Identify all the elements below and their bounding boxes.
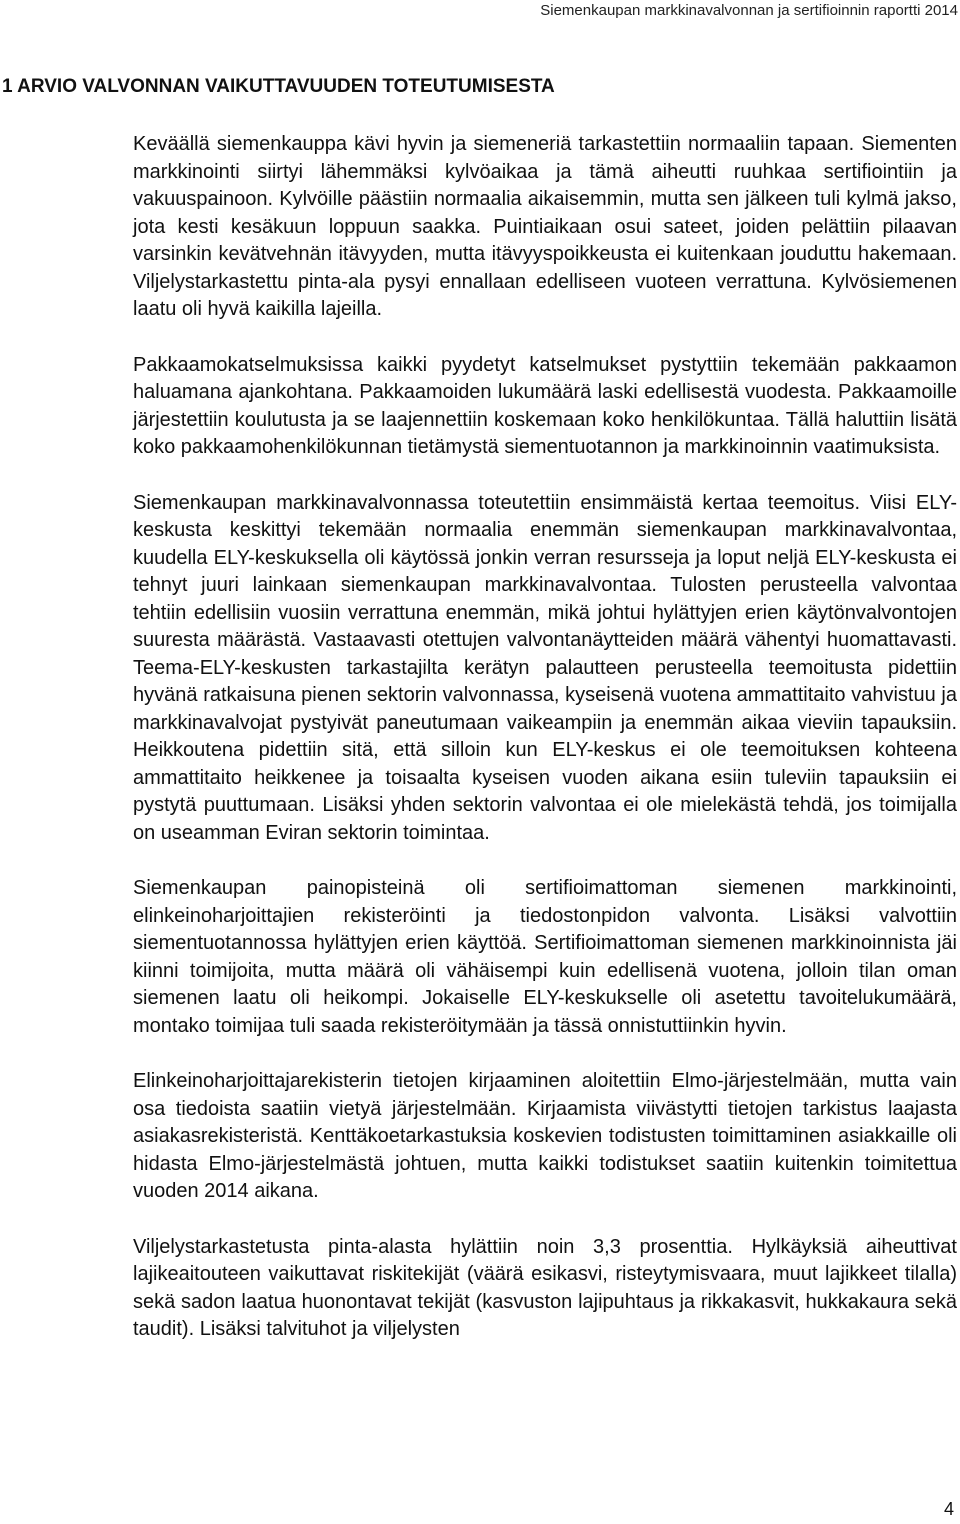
paragraph-spring-season: Keväällä siemenkauppa kävi hyvin ja siemeneriä tarkastettiin normaaliin tapaan. Siementen markkinointi siirtyi lähemmäksi kylvöaikaa ja tämä aiheutti ruuhkaa sertifiointiin ja vakuuspainoon. Kylvöille päästiin normaalia aikaisemmin, mutta sen jälkeen tuli kylmä jakso, jota kesti kesäkuun loppuun saakka. Puintiaikaan osui sateet, joiden pelättiin pilaavan varsinkin kevätvehnän itävyyden, mutta itävyyspoikkeusta ei kuitenkaan jouduttu hakemaan. Viljelystarkastettu pinta-ala pysyi ennallaan edelliseen vuoteen verrattuna. Kylvösiemenen laatu oli hyvä kaikilla lajeilla.	[133, 133, 957, 320]
body-text	[133, 131, 957, 1372]
paragraph-focus-areas: Siemenkaupan painopisteinä oli sertifioimattoman siemenen markkinointi, elinkeinoharjoittajien rekisteröinti ja tiedostonpidon valvonta. Lisäksi valvottiin siementuotannossa hylättyjen erien käyttöä. Sertifioimattoman siemenen markkinoinnista jäi kiinni toimijoita, mutta määrä oli vähäisempi kuin edellisenä vuotena, jolloin tilan oman siemenen laatu oli heikompi. Jokaiselle ELY-keskukselle oli asetettu tavoitelukumäärä, montako toimijaa tuli saada rekisteröitymään ja tässä onnistuttiinkin hyvin.	[133, 877, 957, 1037]
running-header: Siemenkaupan markkinavalvonnan ja sertifioinnin raportti 2014	[540, 2, 958, 19]
section-heading: 1 ARVIO VALVONNAN VAIKUTTAVUUDEN TOTEUTUMISESTA	[2, 76, 555, 97]
paragraph-rejected-area: Viljelystarkastetusta pinta-alasta hylättiin noin 3,3 prosenttia. Hylkäyksiä aiheuttivat lajikeaitouteen vaikuttavat riskitekijät (väärä esikasvi, risteytymisvaara, muut lajikkeet tilalla) sekä sadon laatua huonontavat tekijät (kasvuston lajipuhtaus ja rikkakasvit, hukkakaura sekä taudit). Lisäksi talvituhot ja viljelysten	[133, 1235, 957, 1340]
paragraph-packing-inspections: Pakkaamokatselmuksissa kaikki pyydetyt katselmukset pystyttiin tekemään pakkaamon haluamana ajankohtana. Pakkaamoiden lukumäärä laski edellisestä vuodesta. Pakkaamoille järjestettiin koulutusta ja se laajennettiin koskemaan koko henkilökuntaa. Tällä haluttiin lisätä koko pakkaamohenkilökunnan tietämystä siementuotannon ja markkinoinnin vaatimuksista.	[133, 353, 957, 458]
paragraph-register-entries: Elinkeinoharjoittajarekisterin tietojen kirjaaminen aloitettiin Elmo-järjestelmään, mutta vain osa tiedoista saatiin vietyä järjestelmään. Kirjaamista viivästytti tietojen tarkistus laajasta asiakasrekisteristä. Kenttäkoetarkastuksia koskevien todistusten toimittaminen asiakkaille oli hidasta Elmo-järjestelmästä johtuen, mutta kaikki todistukset saatiin kuitenkin toimitettua vuoden 2014 aikana.	[133, 1070, 957, 1202]
paragraph-market-surveillance: Siemenkaupan markkinavalvonnassa toteutettiin ensimmäistä kertaa teemoitus. Viisi ELY-keskusta keskittyi tekemään normaalia enemmän siemenkaupan markkinavalvontaa, kuudella ELY-keskuksella oli käytössä jonkin verran resursseja ja loput neljä ELY-keskusta ei tehnyt juuri lainkaan siemenkaupan markkinavalvontaa. Tulosten perusteella valvontaa tehtiin edellisiin vuosiin verrattuna enemmän, mikä johtui hylättyjen erien käytönvalvontojen suuresta määrästä. Vastaavasti otettujen valvontanäytteiden määrä vähentyi huomattavasti. Teema-ELY-keskusten tarkastajilta kerätyn palautteen perusteella teemoitusta pidettiin hyvänä ratkaisuna pienen sektorin valvonnassa, kyseisenä vuotena ammattitaito vahvistuu ja markkinavalvojat pystyivät paneutumaan vaikeampiin ja enemmän aikaa vieviin tapauksiin. Heikkoutena pidettiin sitä, että silloin kun ELY-keskus ei ole teemoituksen kohteena ammattitaito heikkenee ja toisaalta kyseisen vuoden aikana esiin tuleviin tapauksiin ei pystytä puuttumaan. Lisäksi yhden sektorin valvontaa ei ole mielekästä tehdä, jos toimijalla on useamman Eviran sektorin toimintaa.	[133, 491, 957, 844]
page-number: 4	[943, 1499, 954, 1519]
